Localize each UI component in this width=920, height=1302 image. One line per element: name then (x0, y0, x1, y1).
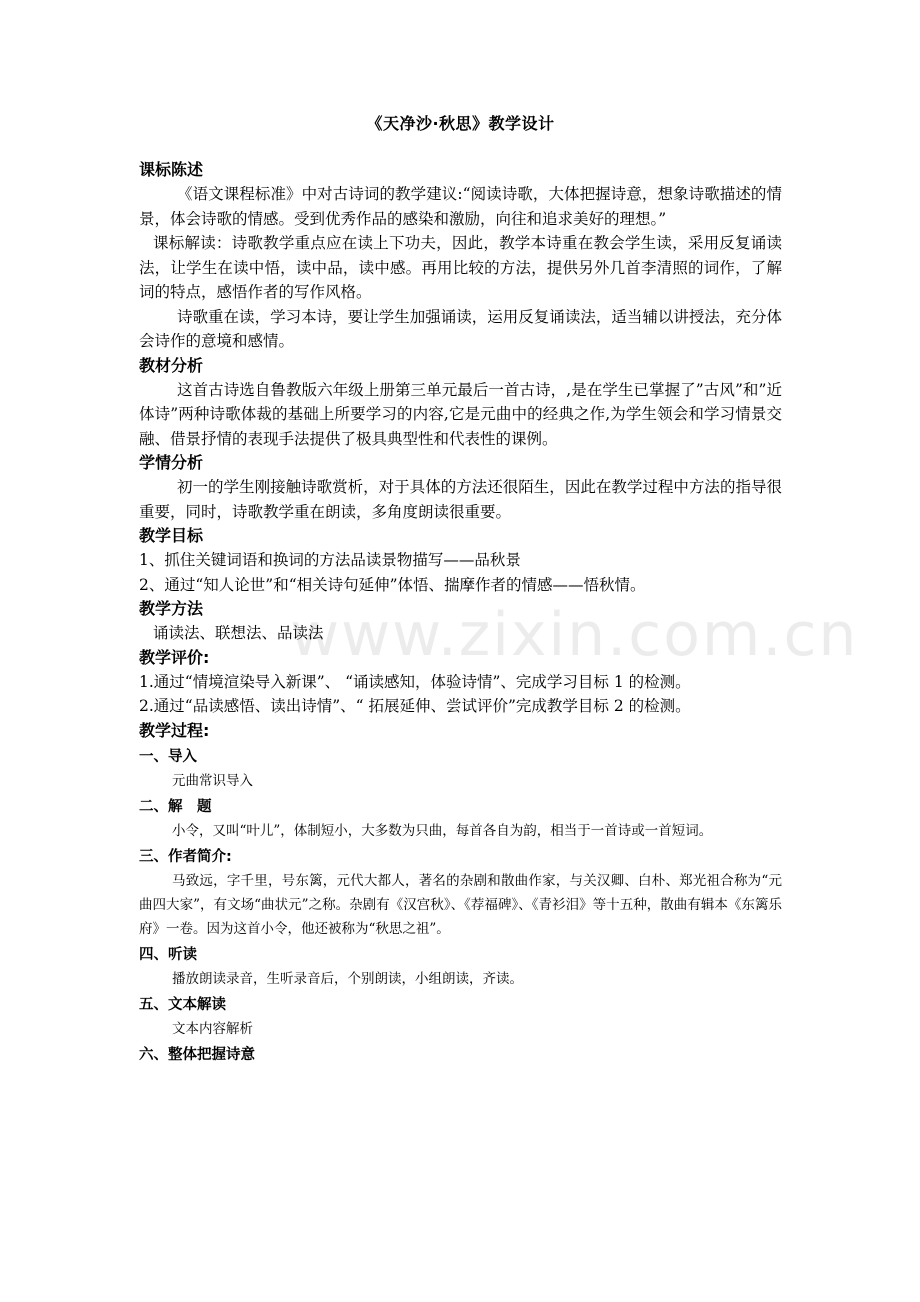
process-step-text: 小令，又叫“叶儿”，体制短小，大多数为只曲，每首各自为韵，相当于一首诗或一首短词。 (172, 822, 713, 839)
material-paragraph: 这首古诗选自鲁教版六年级上册第三单元最后一首古诗，,是在学生已掌握了”古风”和”近体诗”两种诗歌体裁的基础上所要学习的内容,它是元曲中的经典之作,为学生领会和学习情景交融、借景抒情的表现手法提供了极具典型性和代表性的课例。 (139, 380, 782, 448)
document-title: 《天净沙·秋思》教学设计 (366, 114, 555, 133)
methods-paragraph: 诵读法、联想法、品读法 (153, 624, 324, 642)
heading-students: 学情分析 (139, 453, 204, 472)
process-step-heading: 三、作者简介: (139, 848, 232, 865)
process-step-heading: 一、导入 (139, 748, 197, 765)
heading-material: 教材分析 (139, 355, 204, 375)
evaluation-item: 1.通过“情境渲染导入新课”、 “诵读感知，体验诗情”、完成学习目标 1 的检测。 (139, 672, 691, 691)
document-page (139, 112, 782, 1067)
standard-paragraph-1: 《语文课程标准》中对古诗词的教学建议:“阅读诗歌，大体把握诗意，想象诗歌描述的情景，体会诗歌的情感。受到优秀作品的感染和激励，向往和追求美好的理想。” (139, 185, 782, 228)
heading-evaluation: 教学评价: (139, 647, 210, 667)
evaluation-item: 2.通过“品读感悟、读出诗情”、“ 拓展延伸、尝试评价”完成教学目标 2 的检测。 (139, 697, 691, 715)
standard-paragraph-2: 课标解读：诗歌教学重点应在读上下功夫，因此，教学本诗重在教会学生读，采用反复诵读法，让学生在读中悟，读中品，读中感。再用比较的方法，提供另外几首李清照的词作，了解词的特点，感悟作者的写作风格。 (139, 234, 782, 301)
process-step-heading: 二、解 题 (139, 798, 212, 815)
process-step-text: 马致远，字千里，号东篱，元代大都人，著名的杂剧和散曲作家，与关汉卿、白朴、郑光祖合称为“元曲四大家”，有文场“曲状元”之称。杂剧有《汉宫秋》、《荐福碑》、《青衫泪》等十五种，散曲有辑本《东篱乐府》一卷。因为这首小令，他还被称为“秋思之祖”。 (139, 872, 782, 937)
process-step-text: 文本内容解析 (172, 1020, 253, 1037)
standard-paragraph-3: 诗歌重在读，学习本诗，要让学生加强诵读，运用反复诵读法，适当辅以讲授法，充分体会诗作的意境和感情。 (139, 307, 782, 350)
process-step-text: 元曲常识导入 (172, 772, 253, 789)
heading-objectives: 教学目标 (139, 526, 204, 545)
heading-standard: 课标陈述 (139, 160, 204, 179)
process-step-text: 播放朗读录音，生听录音后，个别朗读，小组朗读，齐读。 (172, 970, 523, 987)
objective-item: 2、通过“知人论世”和“相关诗句延伸”体悟、揣摩作者的情感——悟秋情。 (139, 575, 646, 594)
students-paragraph: 初一的学生刚接触诗歌赏析，对于具体的方法还很陌生，因此在教学过程中方法的指导很重要，同时，诗歌教学重在朗读，多角度朗读很重要。 (139, 478, 782, 521)
watermark: www.zixin.com.cn (290, 600, 859, 670)
process-step-heading: 六、整体把握诗意 (139, 1046, 255, 1063)
objective-item: 1、抓住关键词语和换词的方法品读景物描写——品秋景 (139, 551, 521, 569)
process-step-heading: 四、听读 (139, 946, 197, 963)
process-step-heading: 五、文本解读 (139, 996, 226, 1013)
heading-methods: 教学方法 (139, 599, 204, 618)
heading-process: 教学过程: (139, 720, 210, 740)
